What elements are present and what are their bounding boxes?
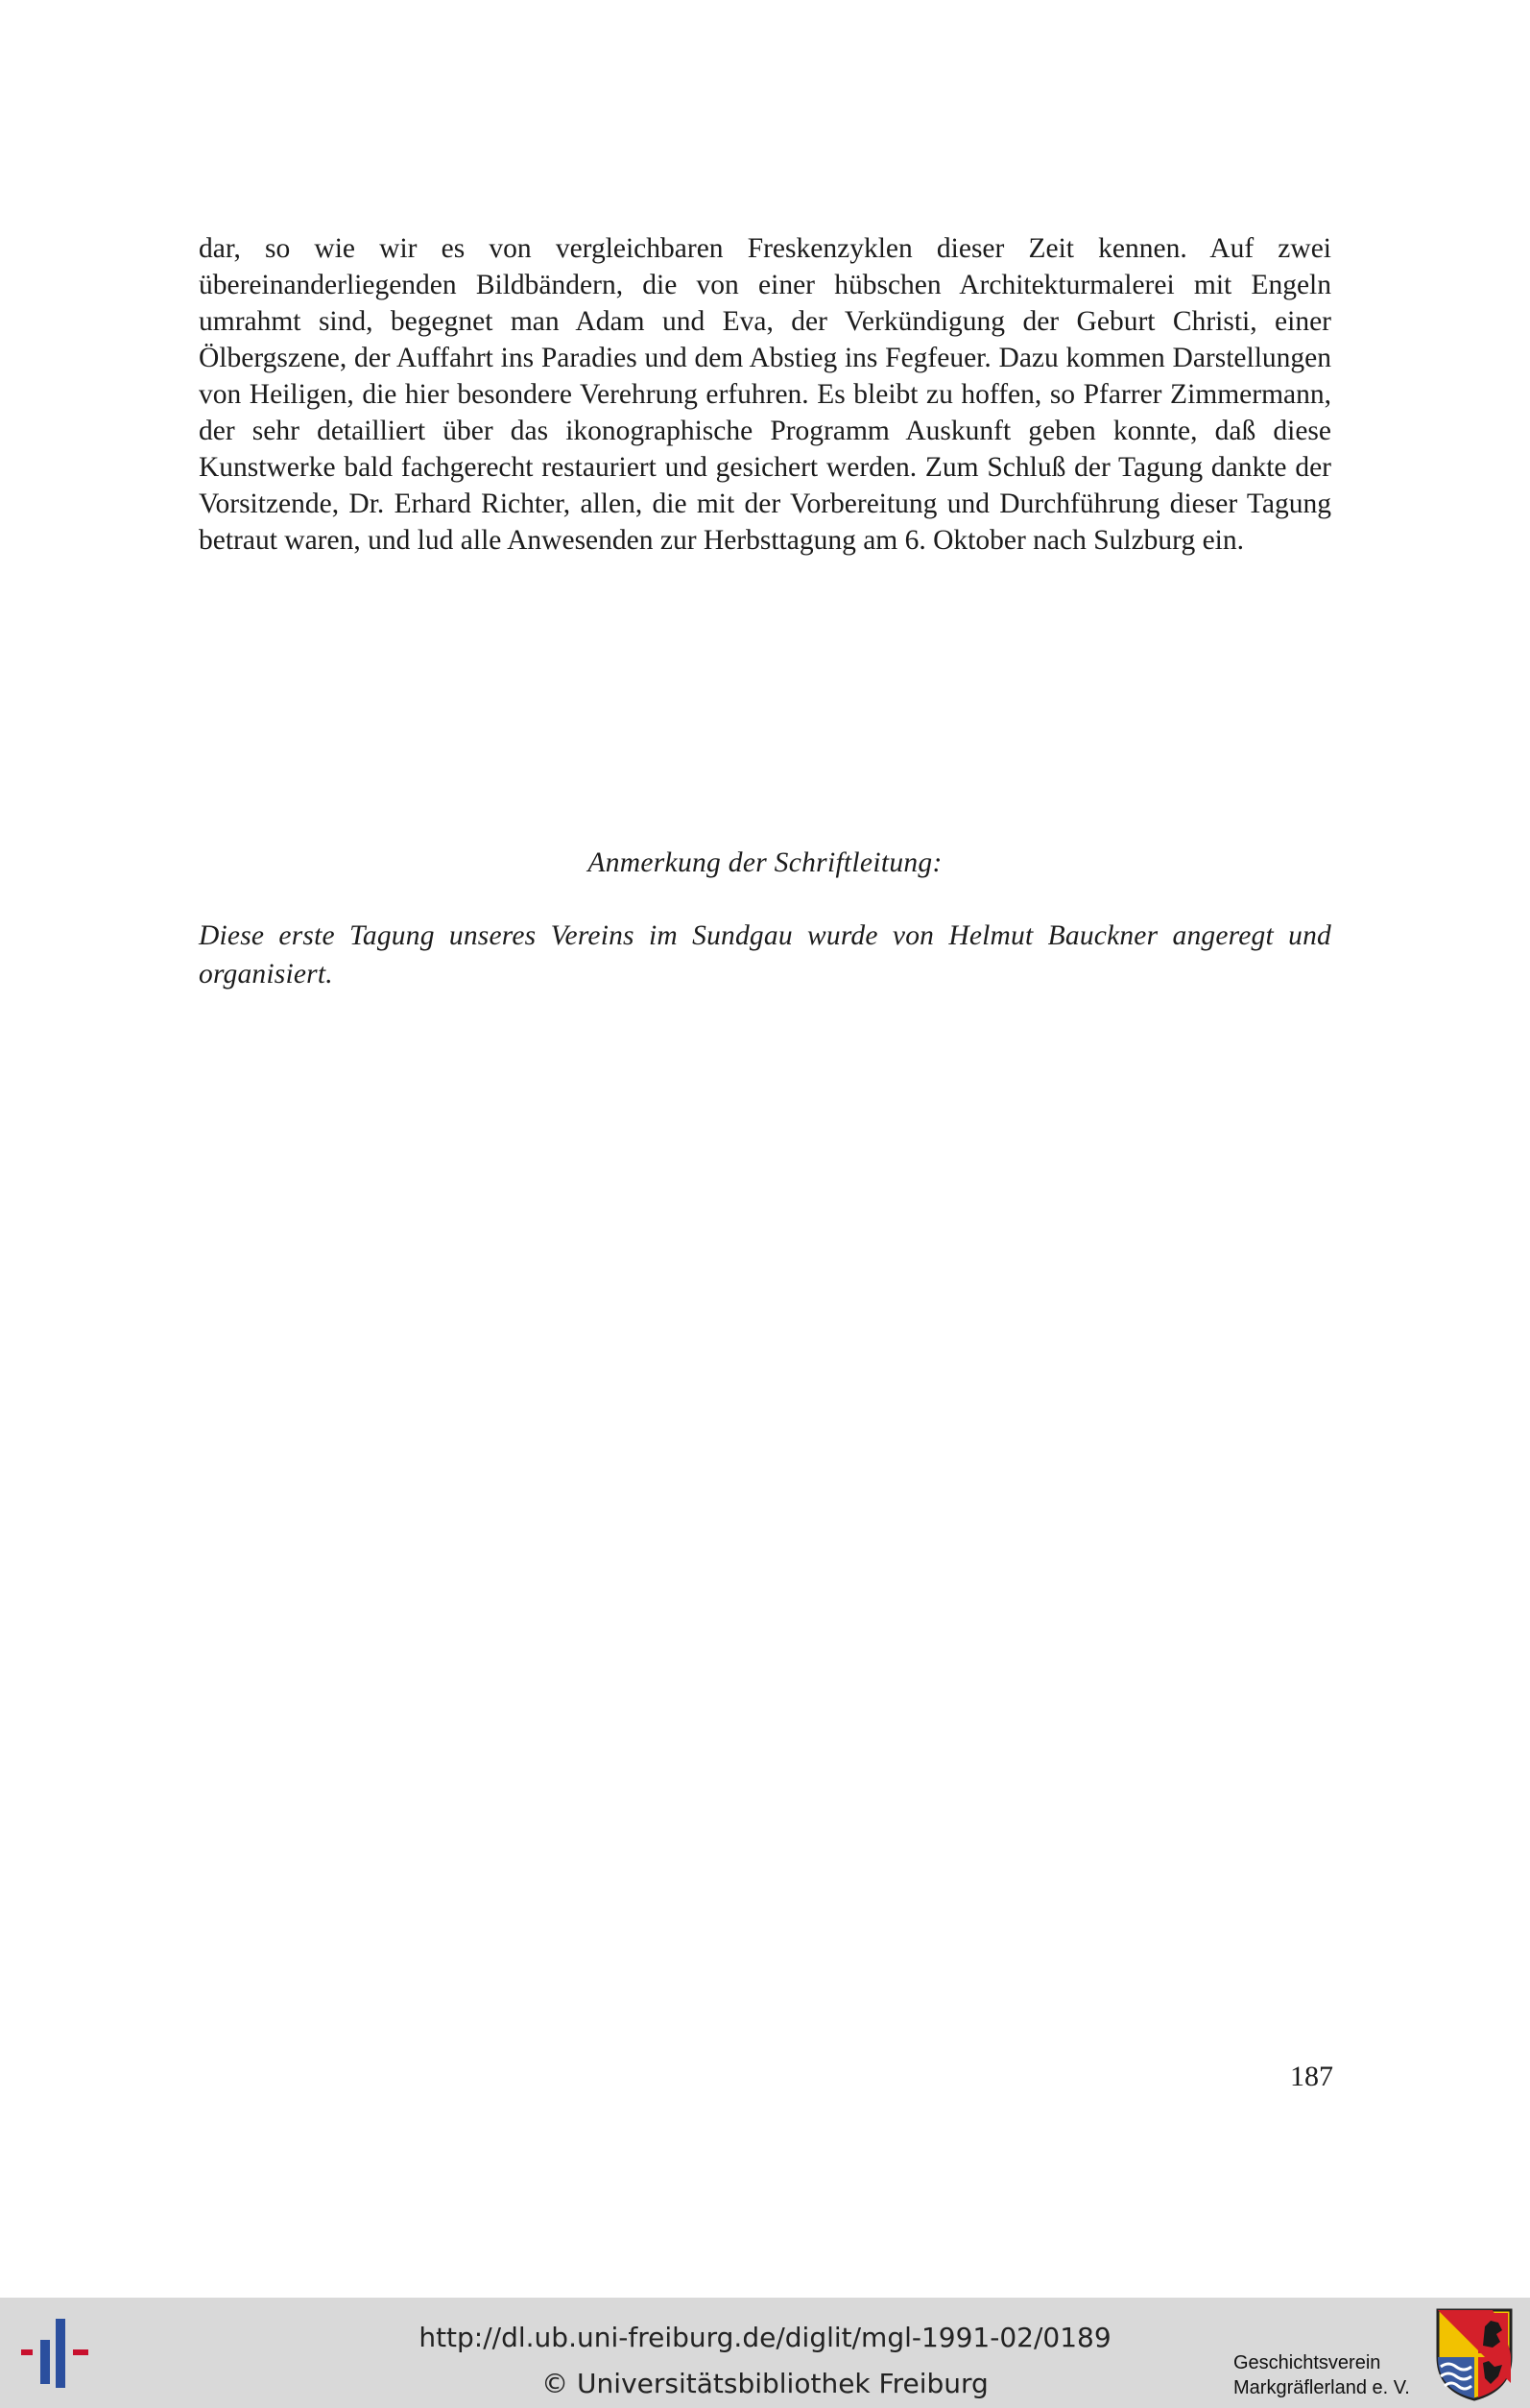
coat-of-arms-icon (1435, 2307, 1514, 2401)
editorial-note-text: Diese erste Tagung unseres Vereins im Sundgau wurde von Helmut Bauckner angeregt und organisiert. (199, 920, 1331, 989)
society-name (1233, 2350, 1425, 2400)
body-paragraph: dar, so wie wir es von vergleichbaren Freskenzyklen dieser Zeit kennen. Auf zwei übereinanderliegenden Bildbändern, die von einer hübschen Architekturmalerei mit Engeln umrahmt sind, begegnet man Adam und Eva, der Verkündigung der Geburt Christi, einer Ölbergszene, der Auffahrt ins Paradies und dem Abstieg ins Fegfeuer. Dazu kommen Darstellungen von Heiligen, die hier besondere Verehrung erfuhren. Es bleibt zu hoffen, so Pfarrer Zimmermann, der sehr detailliert über das ikonographische Programm Auskunft geben konnte, daß diese Kunstwerke bald fachgerecht restauriert und gesichert werden. Zum Schluß der Tagung dankte der Vorsitzende, Dr. Erhard Richter, allen, die mit der Vorbereitung und Durchführung dieser Tagung betraut waren, und lud alle Anwesenden zur Herbsttagung am 6. Oktober nach Sulzburg ein. (199, 233, 1331, 556)
society-name-line2: Markgräflerland e. V. (1233, 2377, 1410, 2398)
footer-url-link[interactable]: http://dl.ub.uni-freiburg.de/diglit/mgl-1991-02/0189 (418, 2322, 1112, 2353)
society-name-line1: Geschichtsverein (1233, 2352, 1381, 2373)
footer-copyright: © Universitätsbibliothek Freiburg (541, 2368, 989, 2399)
editorial-note-heading: Anmerkung der Schriftleitung: (587, 847, 943, 878)
page-number: 187 (1290, 2061, 1333, 2092)
